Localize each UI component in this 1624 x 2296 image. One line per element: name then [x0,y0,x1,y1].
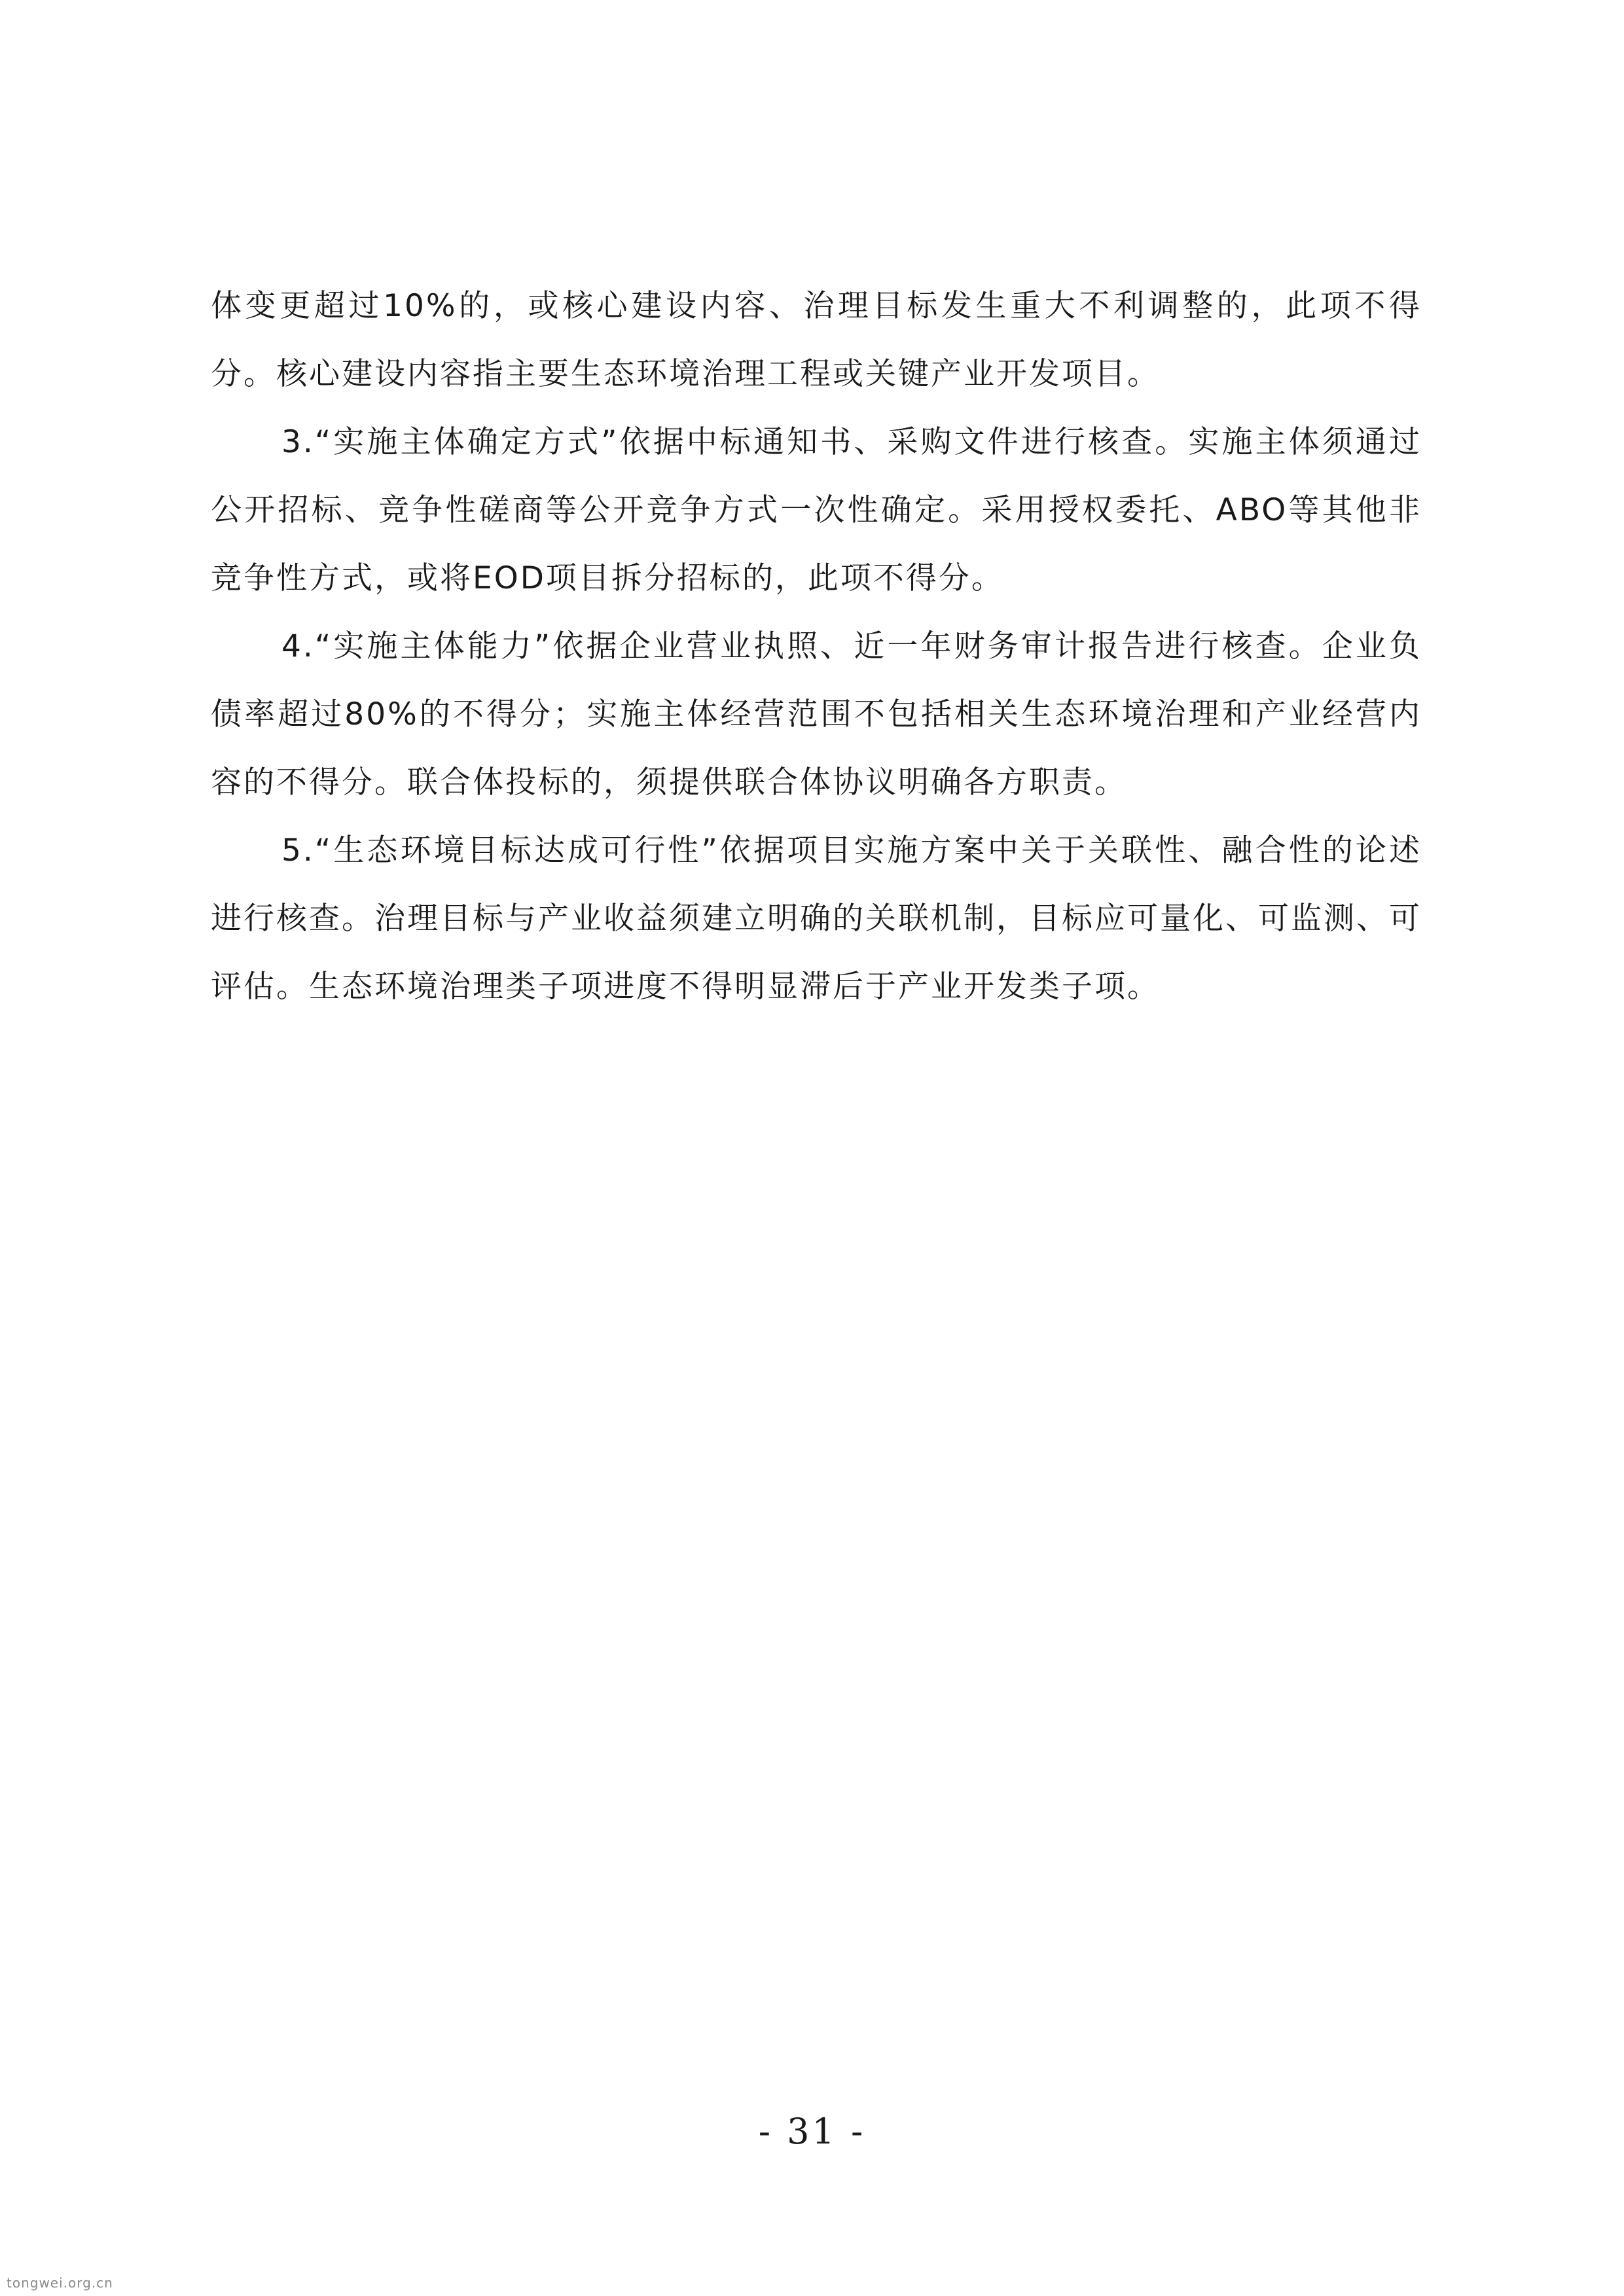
paragraph-item-4: 4.“实施主体能力”依据企业营业执照、近一年财务审计报告进行核查。企业负债率超过80%的不得分；实施主体经营范围不包括相关生态环境治理和产业经营内容的不得分。联合体投标的，须提供联合体协议明确各方职责。 [211,628,1422,800]
source-watermark: tongwei.org.cn [7,2275,113,2291]
paragraph-item-5: 5.“生态环境目标达成可行性”依据项目实施方案中关于关联性、融合性的论述进行核查。治理目标与产业收益须建立明确的关联机制，目标应可量化、可监测、可评估。生态环境治理类子项进度不得明显滞后于产业开发类子项。 [211,833,1422,1005]
page-number: - 31 - [758,2111,866,2152]
paragraph-continuation: 体变更超过10%的，或核心建设内容、治理目标发生重大不利调整的，此项不得分。核心建设内容指主要生态环境治理工程或关键产业开发项目。 [211,288,1422,392]
paragraph-item-3: 3.“实施主体确定方式”依据中标通知书、采购文件进行核查。实施主体须通过公开招标、竞争性磋商等公开竞争方式一次性确定。采用授权委托、ABO等其他非竞争性方式，或将EOD项目拆分招标的，此项不得分。 [211,424,1422,596]
document-body [211,272,1422,1021]
